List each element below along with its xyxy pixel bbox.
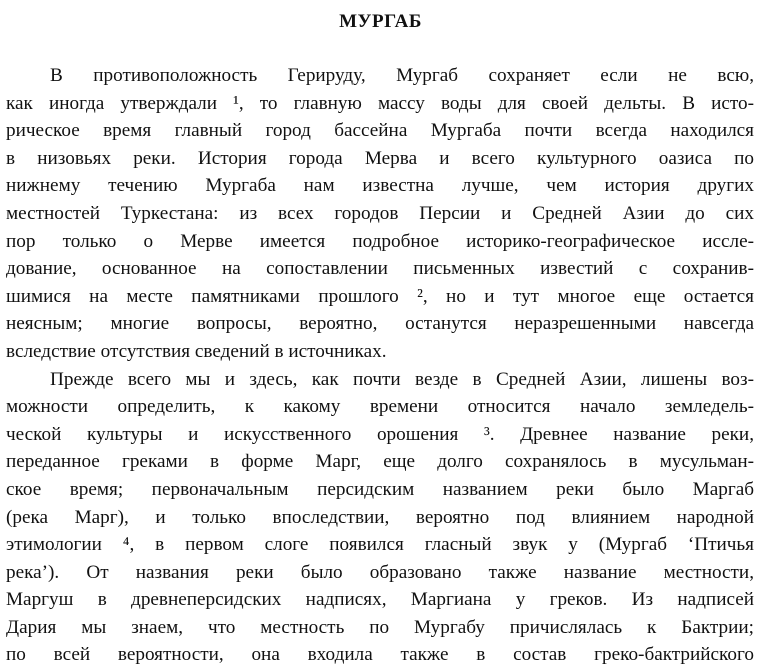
- text-line: вследствие отсутствия сведений в источниках.: [6, 340, 387, 362]
- text-line: пор только о Мерве имеется подробное историко-географическое иссле-: [6, 230, 754, 252]
- text-line: можности определить, к какому времени относится начало земледель-: [6, 396, 754, 418]
- text-line: этимологии ⁴, в первом слоге появился гласный звук у (Мургаб ‘Птичья: [6, 534, 754, 556]
- text-line: переданное греками в форме Марг, еще долго сохранялось в мусульман-: [6, 451, 754, 473]
- text-line: река’). От названия реки было образовано также название местности,: [6, 561, 754, 583]
- text-line: нижнему течению Мургаба нам известна лучше, чем история других: [6, 175, 754, 197]
- text-line: Дария мы знаем, что местность по Мургабу причислялась к Бактрии;: [6, 616, 754, 638]
- text-line: Маргуш в древнеперсидских надписях, Маргиана у греков. Из надписей: [6, 589, 754, 611]
- page-title: МУРГАБ: [339, 11, 422, 32]
- body-text: [6, 62, 754, 669]
- text-line: Прежде всего мы и здесь, как почти везде в Средней Азии, лишены воз-: [50, 368, 754, 390]
- text-line: по всей вероятности, она входила также в состав греко-бактрийского: [6, 644, 754, 666]
- text-line: ческой культуры и искусственного орошения ³. Древнее название реки,: [6, 423, 754, 445]
- text-line: в низовьях реки. История города Мерва и всего культурного оазиса по: [6, 147, 754, 169]
- text-line: В противоположность Герируду, Мургаб сохраняет если не всю,: [50, 65, 754, 86]
- text-line: (река Марг), и только впоследствии, вероятно под влиянием народной: [6, 506, 754, 528]
- text-line: как иногда утверждали ¹, то главную массу воды для своей дельты. В исто-: [6, 92, 754, 114]
- text-line: шимися на месте памятниками прошлого ², но и тут многое еще остается: [6, 285, 754, 307]
- text-line: неясным; многие вопросы, вероятно, останутся неразрешенными навсегда: [6, 313, 754, 335]
- text-line: дование, основанное на сопоставлении письменных известий с сохранив-: [6, 258, 754, 280]
- text-line: рическое время главный город бассейна Мургаба почти всегда находился: [6, 120, 754, 142]
- text-line: ское время; первоначальным персидским названием реки было Маргаб: [6, 478, 754, 500]
- text-line: местностей Туркестана: из всех городов Персии и Средней Азии до сих: [6, 202, 754, 224]
